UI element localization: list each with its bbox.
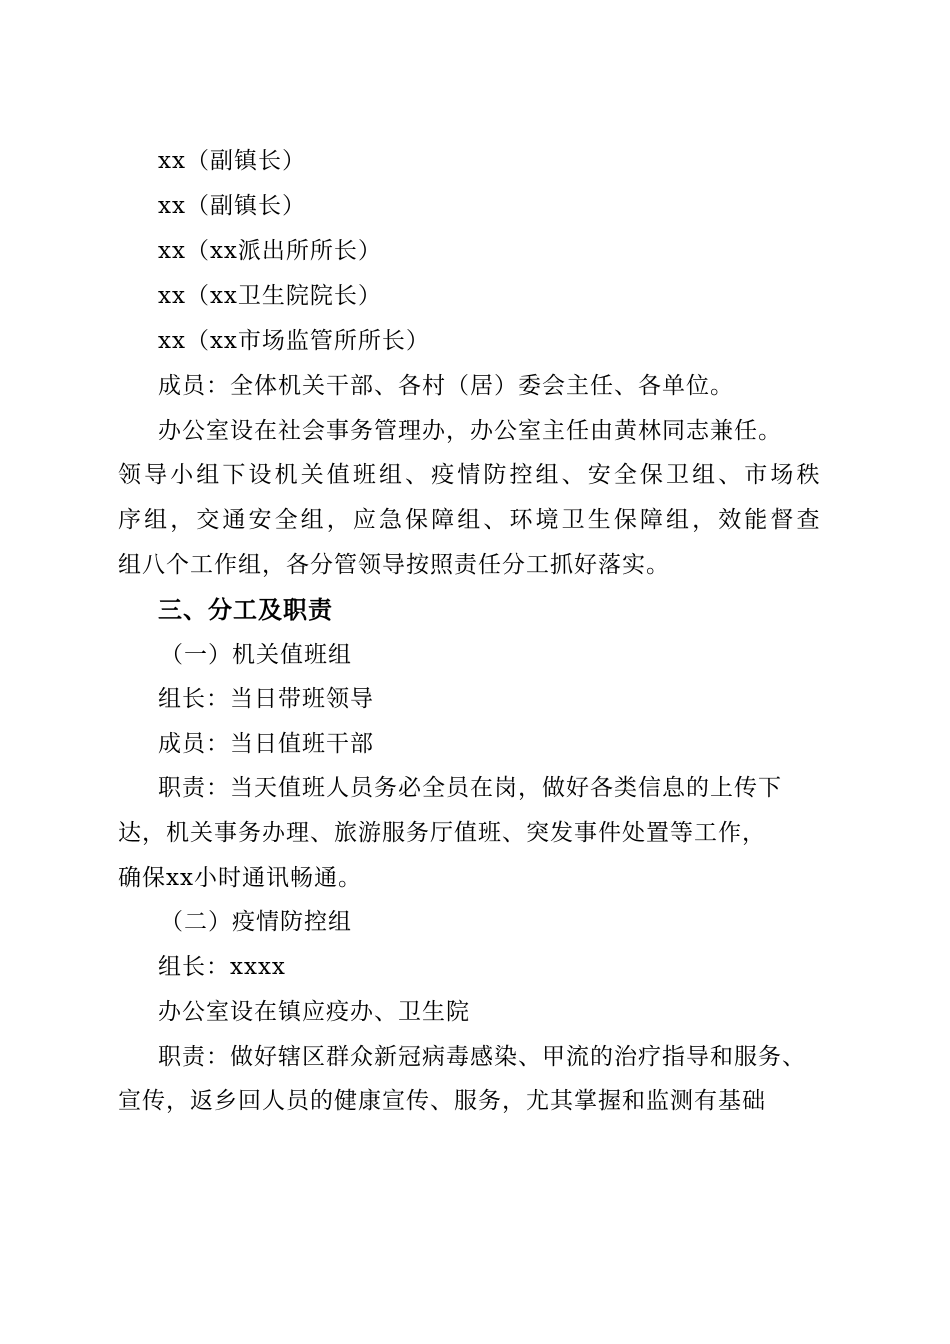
section-3-heading: 三、分工及职责: [158, 596, 333, 624]
leader-line-3: xx（xx派出所所长）: [158, 238, 382, 264]
group-2-office: 办公室设在镇应疫办、卫生院: [158, 999, 470, 1025]
group-1-title: （一）机关值班组: [160, 642, 352, 668]
group-2-title: （二）疫情防控组: [160, 909, 352, 935]
members-line: 成员：全体机关干部、各村（居）委会主任、各单位。: [158, 373, 734, 399]
office-paragraph-line-1: 办公室设在社会事务管理办，办公室主任由黄林同志兼任。: [158, 418, 782, 444]
group-2-leader: 组长：xxxx: [158, 954, 286, 980]
leader-line-1: xx（副镇长）: [158, 148, 306, 174]
group-1-leader: 组长：当日带班领导: [158, 686, 374, 712]
leader-line-5: xx（xx市场监管所所长）: [158, 328, 430, 354]
group-2-duty-line-1: 职责：做好辖区群众新冠病毒感染、甲流的治疗指导和服务、: [158, 1044, 806, 1070]
group-1-members: 成员：当日值班干部: [158, 731, 374, 757]
group-1-duty-line-1: 职责：当天值班人员务必全员在岗，做好各类信息的上传下: [158, 775, 782, 801]
office-paragraph-line-2: 领导小组下设机关值班组、疫情防控组、安全保卫组、市场秩: [118, 462, 820, 488]
group-1-duty-line-2: 达，机关事务办理、旅游服务厅值班、突发事件处置等工作，: [118, 820, 766, 846]
group-1-duty-line-3: 确保xx小时通讯畅通。: [118, 865, 362, 891]
leader-line-4: xx（xx卫生院院长）: [158, 283, 382, 309]
office-paragraph-line-4: 组八个工作组，各分管领导按照责任分工抓好落实。: [118, 552, 670, 578]
group-2-duty-line-2: 宣传，返乡回人员的健康宣传、服务，尤其掌握和监测有基础: [118, 1088, 766, 1114]
office-paragraph-line-3: 序组，交通安全组，应急保障组、环境卫生保障组，效能督查: [118, 507, 820, 533]
leader-line-2: xx（副镇长）: [158, 193, 306, 219]
